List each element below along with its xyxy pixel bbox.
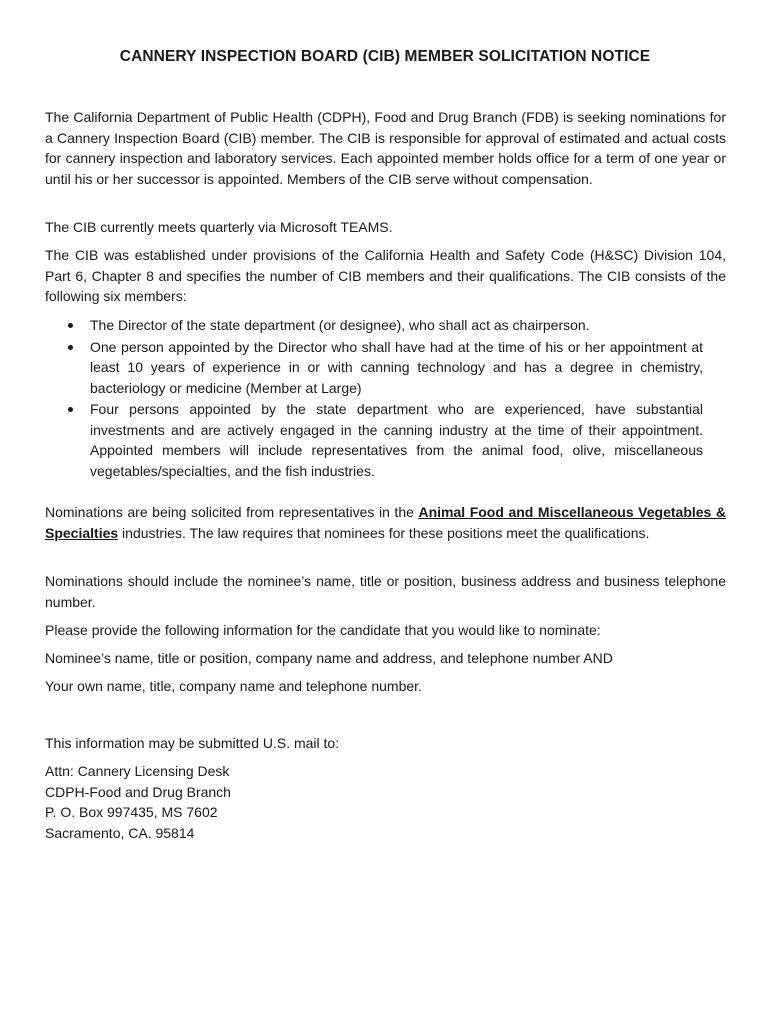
solicited-text-end: industries. The law requires that nominees for these positions meet the qualifications. [118, 524, 650, 541]
solicited-paragraph [45, 502, 726, 543]
mailing-address [45, 761, 726, 843]
list-item [45, 337, 703, 399]
nominee-info-paragraph: Nominee’s name, title or position, company name and address, and telephone number AND [45, 650, 613, 666]
list-item-text: One person appointed by the Director who shall have had at the time of his or her appointment at least 10 years of experience in or with canning technology and has a degree in chemistry, bacteriology or medicine (Member at Large) [90, 338, 703, 396]
meetings-paragraph: The CIB currently meets quarterly via Microsoft TEAMS. [45, 219, 393, 235]
include-paragraph: Nominations should include the nominee’s name, title or position, business address and business telephone number. [45, 573, 726, 610]
list-item-text: Four persons appointed by the state department who are experienced, have substantial investments and are actively engaged in the canning industry at the time of their appointment. Appointed members will include representatives from the animal food, olive, miscellaneous vegetables/specialties, and the fish industries. [90, 401, 703, 479]
list-item-text: The Director of the state department (or designee), who shall act as chairperson. [90, 317, 590, 333]
page-title: CANNERY INSPECTION BOARD (CIB) MEMBER SOLICITATION NOTICE [119, 48, 651, 65]
mail-intro-paragraph: This information may be submitted U.S. mail to: [45, 735, 340, 751]
industries-emphasis: Animal Food and Miscellaneous Vegetables & Specialties [45, 504, 726, 541]
address-line: Attn: Cannery Licensing Desk [45, 763, 230, 779]
list-item [45, 399, 703, 481]
bullet-icon [68, 345, 73, 350]
address-line: P. O. Box 997435, MS 7602 [45, 804, 218, 820]
established-paragraph: The CIB was established under provisions of the California Health and Safety Code (H&SC) Division 104, Part 6, Chapter 8 and specifies the number of CIB members and their qualifications. The CIB consists of the following six members: [45, 247, 726, 304]
address-line: Sacramento, CA. 95814 [45, 824, 195, 841]
members-list [45, 315, 703, 482]
intro-paragraph: The California Department of Public Health (CDPH), Food and Drug Branch (FDB) is seeking nominations for a Cannery Inspection Board (CIB) member. The CIB is responsible for approval of estimated and actual costs for cannery inspection and laboratory services. Each appointed member holds office for a term of one year or until his or her successor is appointed. Members of the CIB serve without compensation. [45, 109, 726, 187]
list-item [45, 315, 703, 336]
address-line: CDPH-Food and Drug Branch [45, 783, 231, 800]
bullet-icon [68, 323, 73, 328]
provide-paragraph: Please provide the following information for the candidate that you would like to nominate: [45, 622, 601, 638]
solicited-text-start: Nominations are being solicited from representatives in the [45, 504, 419, 520]
own-info-paragraph: Your own name, title, company name and telephone number. [45, 678, 422, 694]
bullet-icon [68, 407, 73, 412]
